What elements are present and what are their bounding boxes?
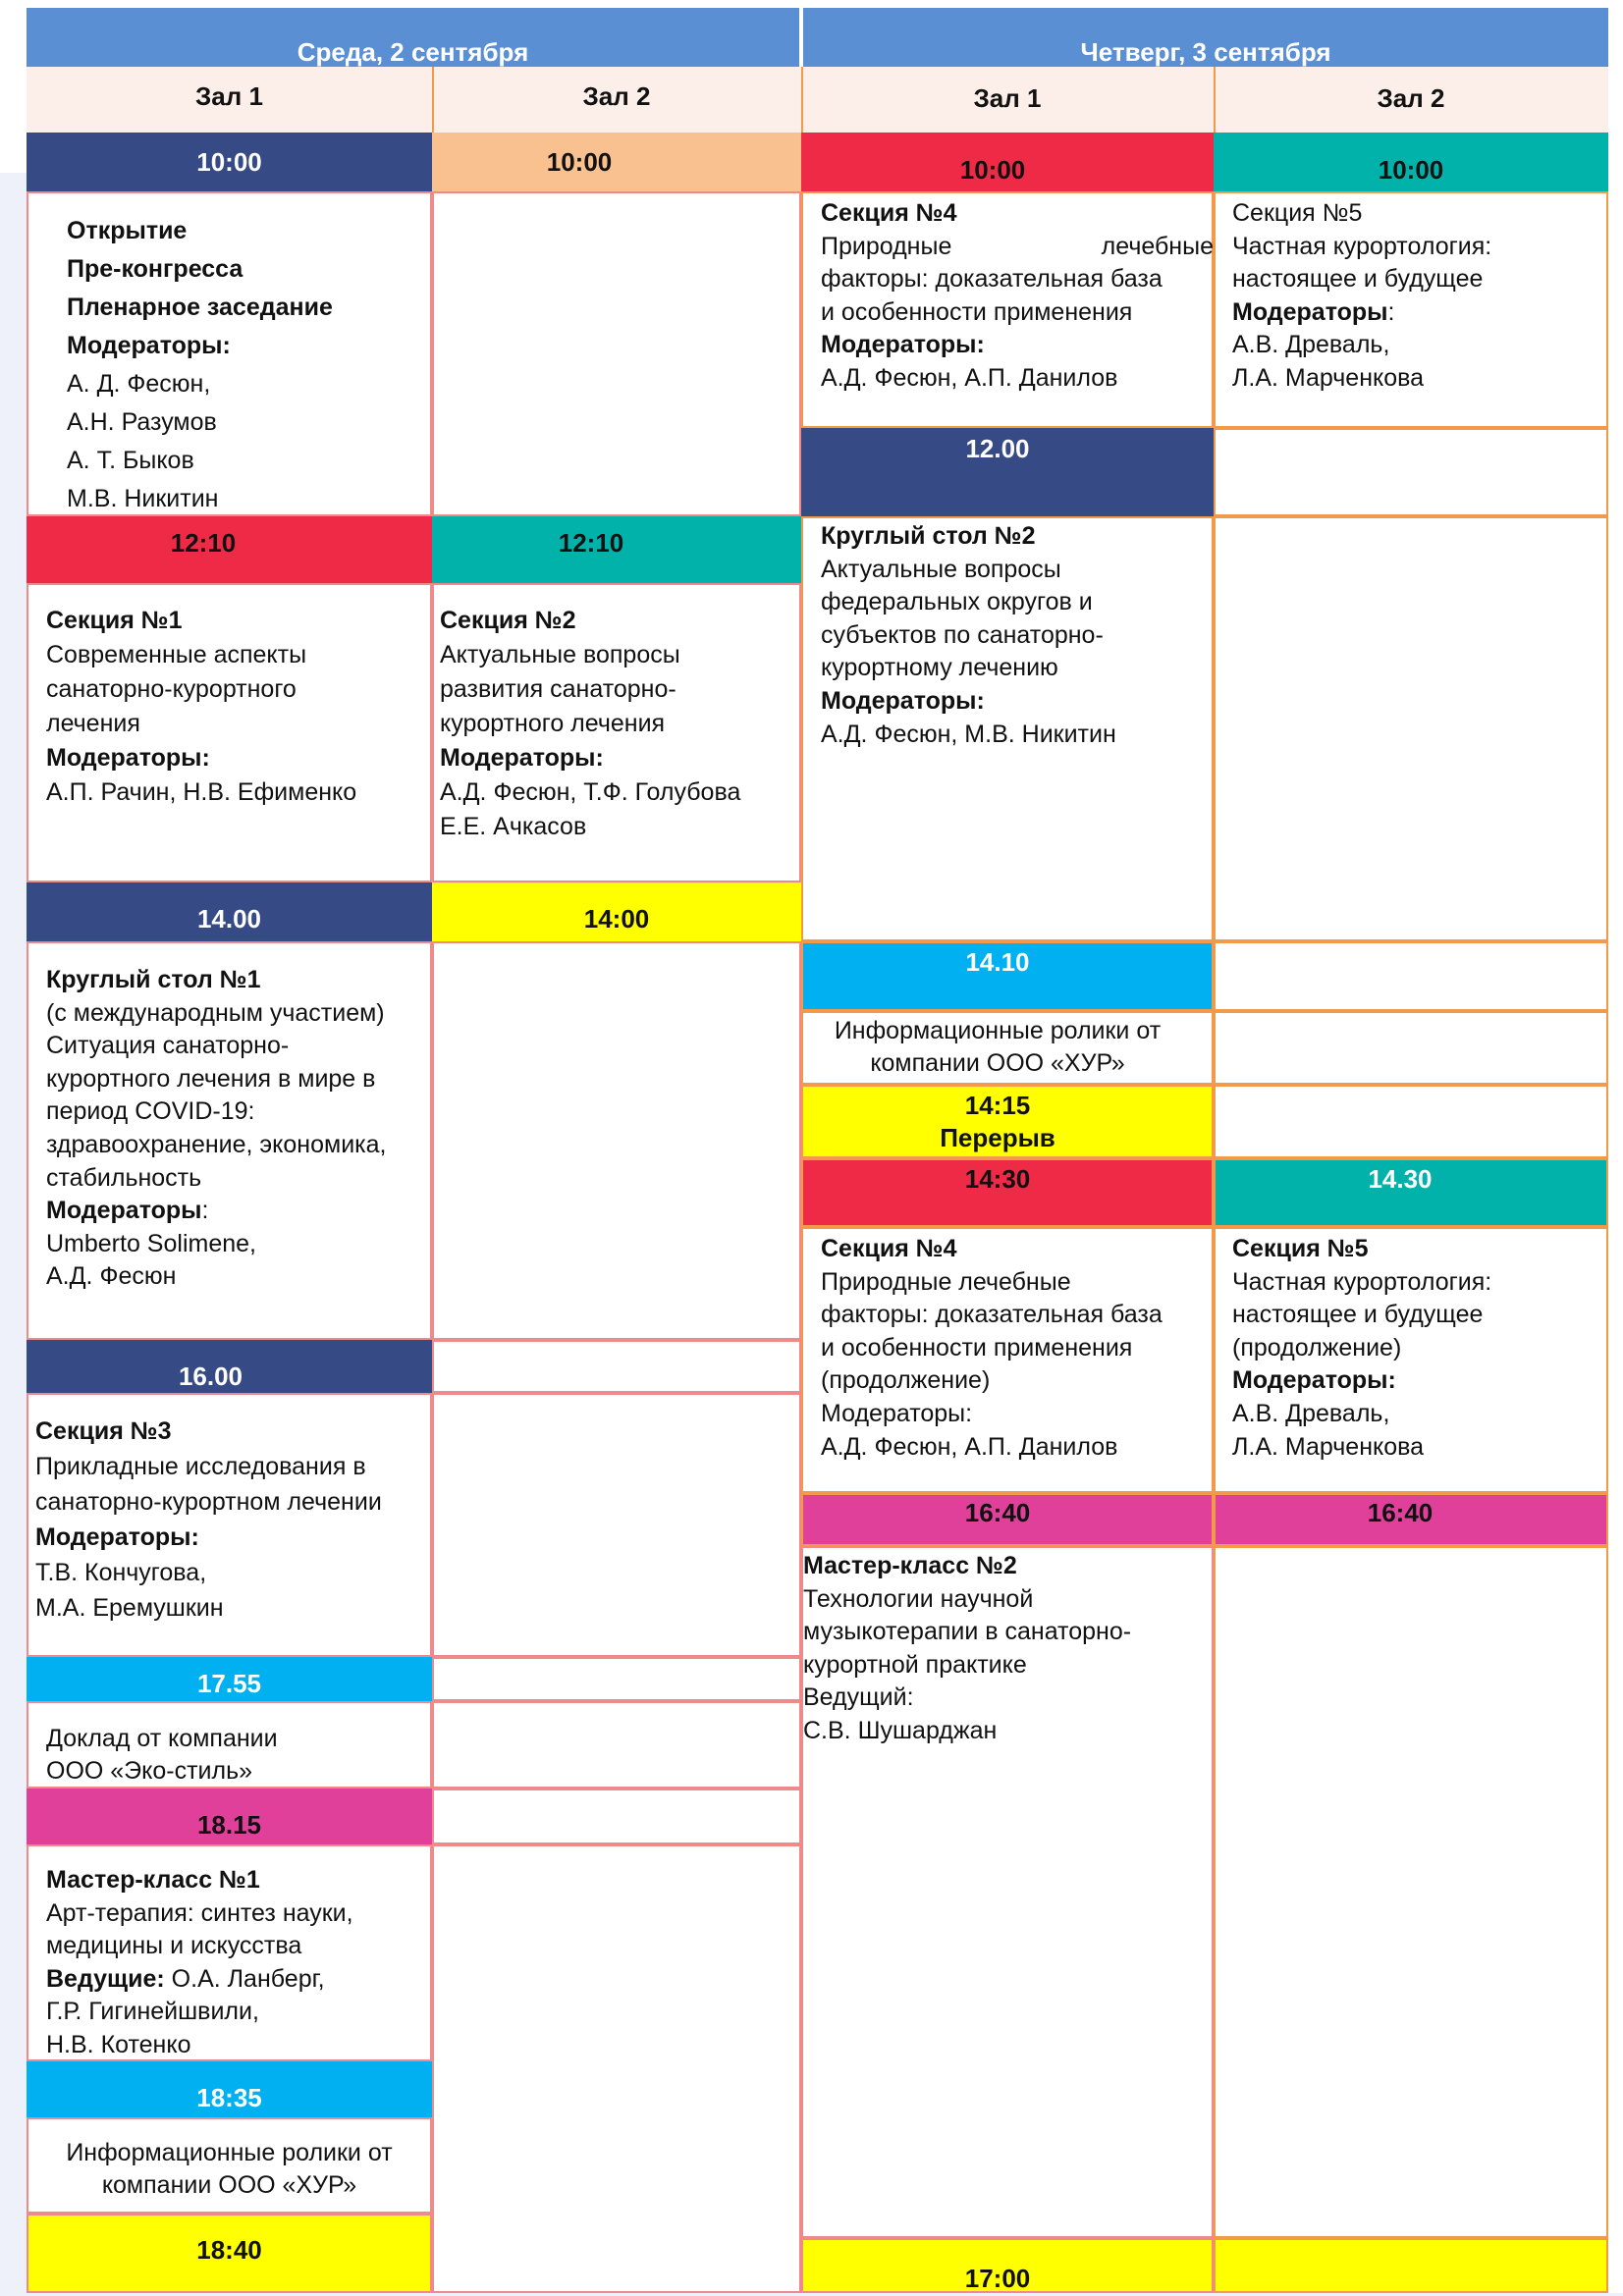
section-4 (821, 197, 1214, 396)
moderators-label: Модераторы: (1232, 1366, 1396, 1395)
time-label: 14.30 (1368, 1164, 1433, 1194)
time-label: 16:40 (964, 1498, 1031, 1527)
moderator: А.Н. Разумов (67, 408, 217, 436)
session-topic: (с международным участием) (46, 998, 385, 1027)
colon: : (201, 1197, 209, 1225)
session-topic: курортному лечению (821, 654, 1058, 682)
time-label: 10:00 (196, 147, 262, 177)
session-topic: Частная курортология: (1232, 232, 1492, 260)
time-label: 17:00 (964, 2264, 1031, 2293)
moderator: Umberto Solimene, (46, 1229, 256, 1257)
time-label: 14.10 (965, 947, 1030, 977)
time-label: 10:00 (1378, 155, 1444, 185)
session-topic: курортного лечения в мире в (46, 1064, 376, 1093)
moderators-label: Модераторы: (35, 1523, 199, 1551)
session-topic: санаторно-курортном лечении (35, 1488, 382, 1516)
hosts-label: Ведущие: (46, 1964, 165, 1993)
moderator: А.В. Древаль, (1232, 1399, 1390, 1427)
session-topic: компании ООО «ХУР» (101, 2171, 357, 2199)
moderator: А. Д. Фесюн, (67, 370, 211, 398)
session-title: Круглый стол №2 (821, 522, 1036, 550)
time-label: 17.55 (196, 1669, 262, 1698)
empty-cell (432, 1393, 801, 1657)
moderators-label: Модераторы (46, 1197, 202, 1225)
hur-videos (27, 2137, 432, 2202)
moderators-label: Модераторы: (440, 744, 604, 772)
session-topic: компании ООО «ХУР» (870, 1049, 1125, 1077)
session-topic: Арт-терапия: синтез науки, (46, 1898, 353, 1927)
moderators-label: Модераторы: (67, 332, 231, 359)
moderator: Л.А. Марченкова (1232, 1432, 1425, 1461)
moderators: А.Д. Фесюн, М.В. Никитин (821, 720, 1116, 748)
time-label: 16.00 (178, 1362, 243, 1391)
time-label: 10:00 (959, 155, 1026, 185)
session-topic: Прикладные исследования в (35, 1453, 366, 1480)
session-topic: Доклад от компании (46, 1725, 278, 1752)
session-topic: здравоохранение, экономика, (46, 1130, 387, 1158)
empty-cell (1214, 941, 1608, 1011)
empty-yellow-cell (1214, 2238, 1608, 2293)
section-5 (1232, 197, 1491, 396)
time-label: 18:40 (196, 2235, 262, 2265)
time-label: 12:10 (170, 528, 237, 558)
session-topic: курортного лечения (440, 710, 666, 737)
session-topic: Информационные ролики от (834, 1017, 1162, 1044)
empty-cell (1214, 1085, 1608, 1158)
time-label: 14:15 (964, 1091, 1031, 1120)
time-label: 18.15 (196, 1810, 262, 1840)
session-title: Мастер-класс №2 (803, 1552, 1017, 1579)
day-title: Четверг, 3 сентября (1080, 37, 1331, 67)
section-3 (35, 1414, 382, 1626)
hall-label: Зал 1 (195, 81, 263, 111)
section-4-continued (821, 1233, 1163, 1464)
moderators-label: Модераторы: (821, 331, 985, 359)
hall-label: Зал 1 (973, 83, 1042, 113)
session-topic: факторы: доказательная база (821, 265, 1163, 294)
empty-cell (432, 1340, 801, 1393)
session-topic: субъектов по санаторно- (821, 620, 1104, 649)
session-topic: настоящее и будущее (1232, 265, 1484, 294)
session-title: Секция №2 (440, 607, 576, 634)
round-table-1 (46, 964, 387, 1294)
empty-cell (432, 191, 801, 516)
session-topic: ООО «Эко-стиль» (46, 1757, 253, 1785)
host: Н.В. Котенко (46, 2030, 191, 2058)
session-topic: Природные лечебные (821, 1267, 1071, 1296)
session-topic: медицины и искусства (46, 1932, 302, 1960)
session-topic: и особенности применения (821, 297, 1133, 326)
session-topic: факторы: доказательная база (821, 1301, 1163, 1329)
empty-cell (1214, 1546, 1608, 2238)
moderator: А.В. Древаль, (1232, 331, 1390, 359)
time-label: 14.00 (196, 904, 262, 934)
session-topic: период COVID-19: (46, 1097, 255, 1126)
session-title: Секция №5 (1232, 199, 1363, 227)
session-topic: Природные лечебные (821, 232, 1214, 260)
moderator: Т.В. Кончугова, (35, 1559, 207, 1586)
time-label: 14:30 (964, 1164, 1031, 1194)
hur-videos (801, 1015, 1194, 1080)
session-topic: Актуальные вопросы (821, 555, 1061, 583)
time-label: 12:10 (558, 528, 624, 558)
session-topic: стабильность (46, 1163, 202, 1192)
session-topic: курортной практике (803, 1650, 1027, 1679)
hall-label: Зал 2 (582, 81, 651, 111)
moderators-label: Модераторы: (821, 1399, 973, 1427)
time-label: 18:35 (196, 2083, 262, 2112)
session-topic: настоящее и будущее (1232, 1301, 1484, 1329)
moderators: Е.Е. Ачкасов (440, 813, 587, 840)
section-1 (46, 604, 356, 810)
moderator: А.Д. Фесюн (46, 1262, 177, 1291)
hall-label: Зал 2 (1377, 83, 1445, 113)
empty-cell (1214, 428, 1608, 516)
session-topic: Ситуация санаторно- (46, 1032, 290, 1060)
session-title: Секция №4 (821, 199, 957, 227)
session-title: Секция №5 (1232, 1235, 1369, 1262)
host: С.В. Шушарджан (803, 1716, 998, 1744)
eco-style-report (46, 1723, 278, 1788)
moderators: А.П. Рачин, Н.В. Ефименко (46, 778, 357, 806)
host: Г.Р. Гигинейшвили, (46, 1998, 259, 2026)
session-title: Пре-конгресса (67, 255, 243, 283)
session-title: Секция №4 (821, 1235, 957, 1262)
session-title: Пленарное заседание (67, 294, 333, 321)
moderators-label: Модераторы (1232, 297, 1388, 326)
break-label: Перерыв (940, 1123, 1055, 1152)
round-table-2 (821, 520, 1116, 751)
session-topic: музыкотерапии в санаторно- (803, 1618, 1132, 1646)
empty-cell (432, 1789, 801, 1844)
empty-cell (1214, 1011, 1608, 1085)
empty-cell (432, 1844, 801, 2293)
session-topic: Информационные ролики от (66, 2139, 393, 2166)
moderators-label: Модераторы: (821, 686, 985, 715)
session-topic: (продолжение) (821, 1366, 991, 1395)
moderator: М.В. Никитин (67, 485, 219, 512)
session-topic: санаторно-курортного (46, 675, 297, 703)
session-topic: и особенности применения (821, 1333, 1133, 1362)
session-topic: лечения (46, 710, 140, 737)
session-topic: Частная курортология: (1232, 1267, 1492, 1296)
moderators: А.Д. Фесюн, А.П. Данилов (821, 1432, 1118, 1461)
host-label: Ведущий: (803, 1683, 914, 1712)
day-title: Среда, 2 сентября (297, 37, 529, 67)
empty-cell (432, 1701, 801, 1789)
session-title: Открытие (67, 217, 188, 244)
time-label: 12.00 (965, 434, 1030, 463)
empty-cell (1214, 516, 1608, 941)
session-topic: (продолжение) (1232, 1333, 1402, 1362)
moderators: А.Д. Фесюн, А.П. Данилов (821, 363, 1118, 392)
time-label: 16:40 (1367, 1498, 1434, 1527)
session-opening (67, 212, 333, 518)
colon: : (1387, 297, 1395, 326)
host: О.А. Ланберг, (164, 1964, 325, 1993)
master-class-2 (803, 1550, 1131, 1748)
session-topic: развития санаторно- (440, 675, 676, 703)
session-title: Круглый стол №1 (46, 966, 261, 993)
section-2 (440, 604, 740, 844)
session-title: Секция №1 (46, 607, 183, 634)
session-topic: Современные аспекты (46, 641, 307, 668)
time-label: 10:00 (546, 147, 613, 177)
session-title: Мастер-класс №1 (46, 1866, 260, 1894)
time-label: 14:00 (583, 904, 650, 934)
session-topic: Актуальные вопросы (440, 641, 680, 668)
empty-cell (432, 941, 801, 1340)
empty-cell (432, 1657, 801, 1701)
moderators-label: Модераторы: (46, 744, 210, 772)
moderator: А. Т. Быков (67, 447, 194, 474)
section-5-continued (1232, 1233, 1491, 1464)
moderator: Л.А. Марченкова (1232, 363, 1425, 392)
moderators: А.Д. Фесюн, Т.Ф. Голубова (440, 778, 741, 806)
master-class-1 (46, 1864, 353, 2062)
page-margin (0, 173, 27, 2296)
session-topic: Технологии научной (803, 1584, 1034, 1613)
moderator: М.А. Еремушкин (35, 1594, 224, 1622)
session-topic: федеральных округов и (821, 588, 1093, 616)
session-title: Секция №3 (35, 1417, 172, 1445)
